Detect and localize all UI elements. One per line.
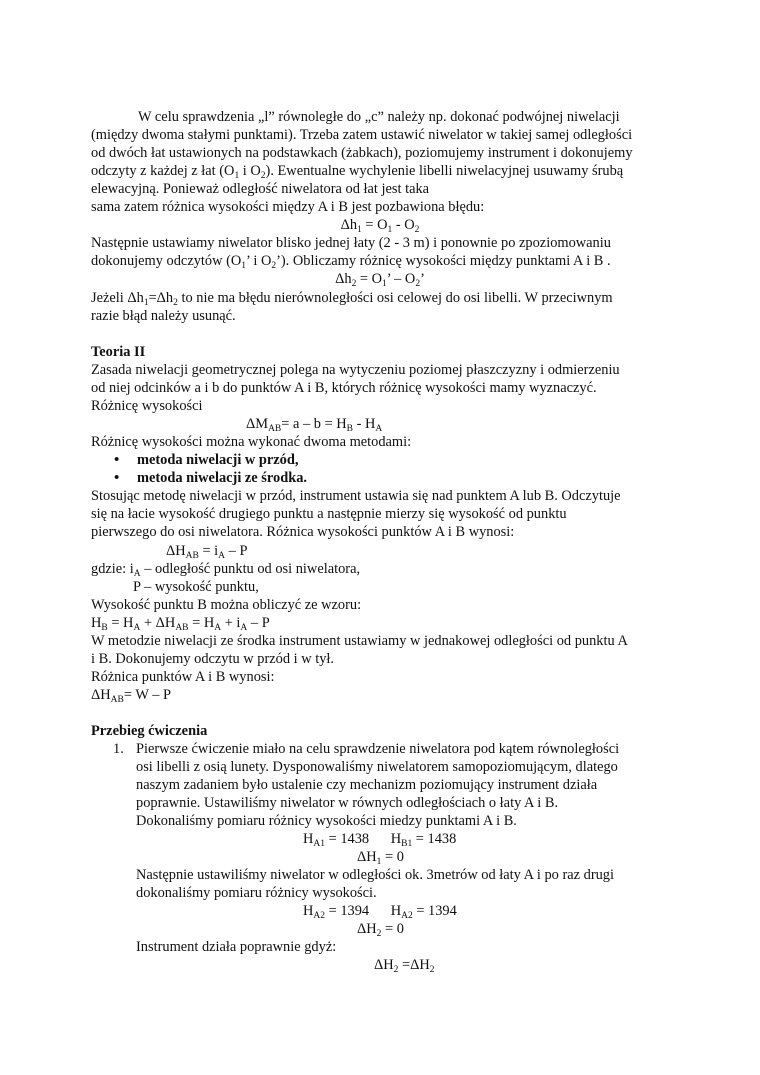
teoria-line-3: Różnicę wysokości — [91, 398, 203, 414]
paragraph-1-line-6 — [91, 198, 669, 216]
teoria-line-6: się na łacie wysokość drugiego punktu a następnie mierzy się wysokość od punktu — [91, 506, 567, 522]
paragraph-3-line-1: Jeżeli $\Delta h_1=\Delta h_2$ to nie ma błędu nierównoległości osi celowej do osi libelli. W przeciwnym — [91, 290, 613, 308]
text: sama zatem różnica wysokości między A i B jest pozbawiona błędu: — [91, 199, 485, 215]
paragraph-2-line-2: dokonujemy odczytów ($O_1$’ i $O_2$’). Obliczamy różnicę wysokości między punktami A i B . — [91, 253, 611, 271]
heading-teoria-ii: Teoria II — [91, 344, 146, 360]
teoria-line-13: Różnica punktów A i B wynosi: — [91, 669, 275, 685]
equation-delta-h1: $\Delta h_1 = O_1 - O_2$ — [340, 217, 420, 235]
step-line-4: poprawnie. Ustawiliśmy niwelator w równych odległościach o łaty A i B. — [136, 795, 559, 811]
list-item: • metoda niwelacji w przód, — [91, 451, 669, 469]
heading-przebieg: Przebieg ćwiczenia — [91, 723, 208, 739]
teoria-line-5: Stosując metodę niwelacji w przód, instrument ustawia się nad punktem A lub B. Odczytuje — [91, 488, 621, 504]
teoria-line-10: Wysokość punktu B można obliczyć ze wzoru: — [91, 597, 362, 613]
text: (między dwoma stałymi punktami). Trzeba zatem ustawić niwelator w takiej samej odległości — [91, 127, 633, 143]
equation-delta-hab-wp: $\Delta H_{AB}= W - P$ — [91, 687, 172, 705]
text: Następnie ustawiamy niwelator blisko jednej łaty (2 - 3 m) i ponownie po zpoziomowaniu — [91, 235, 611, 251]
paragraph-2-line-1 — [91, 234, 669, 252]
teoria-line-1: Zasada niwelacji geometrycznej polega na wytyczeniu poziomej płaszczyzny i odmierzeniu — [91, 362, 620, 378]
list-item: • metoda niwelacji ze środka. — [91, 469, 669, 487]
paragraph-1-line-5 — [91, 180, 669, 198]
text: W celu sprawdzenia „l” równoległe do „c” należy np. dokonać podwójnej niwelacji — [138, 109, 620, 125]
teoria-line-4: Różnicę wysokości można wykonać dwoma metodami: — [91, 434, 412, 450]
equation-delta-h2: $\Delta h_2 = O_1$’ – $O_2$’ — [335, 271, 425, 289]
teoria-line-8: gdzie: $i_A$ – odległość punktu od osi niwelatora, — [91, 561, 361, 579]
teoria-line-9: P – wysokość punktu, — [133, 579, 259, 595]
paragraph-1-line-1 — [91, 108, 669, 126]
teoria-line-2: od niej odcinków a i b do punktów A i B, których różnicę wysokości mamy wyznaczyć. — [91, 380, 597, 396]
paragraph-1-line-4: odczyty z każdej z łat ($O_1$ i $O_2$). Ewentualne wychylenie libelli niwelacyjnej usuwamy śrubą — [91, 163, 624, 181]
equation-delta-mab: $\Delta M_{AB}= a - b = H_B - H_A$ — [246, 416, 383, 434]
step-line-5: Dokonaliśmy pomiaru różnicy wysokości miedzy punktami A i B. — [136, 813, 517, 829]
equation-hb: $H_B = H_A + \Delta H_{AB} = H_A + i_A - P$ — [91, 615, 270, 633]
teoria-line-11: W metodzie niwelacji ze środka instrument ustawiamy w jednakowej odległości od punktu A — [91, 633, 628, 649]
step-line-6: Następnie ustawiliśmy niwelator w odległości ok. 3metrów od łaty A i po raz drugi — [136, 867, 615, 883]
text: od dwóch łat ustawionych na podstawkach (żabkach), poziomujemy instrument i dokonujemy — [91, 145, 633, 161]
step-line-7: dokonaliśmy pomiaru różnicy wysokości. — [136, 885, 377, 901]
equation-delta-h2-equal: $\Delta H_2 =\Delta H_2$ — [374, 957, 435, 975]
methods-list — [91, 451, 669, 487]
list-number: 1. — [113, 741, 124, 757]
step-line-1: Pierwsze ćwiczenie miało na celu sprawdzenie niwelatora pod kątem równoległości — [136, 741, 620, 757]
step-line-2: osi libelli z osią lunety. Dysponowaliśmy niwelatorem samopoziomującym, dlatego — [136, 759, 618, 775]
equation-ha2: $H_{A2} = 1394$ $H_{A2} = 1394$ — [303, 903, 457, 921]
step-line-8: Instrument działa poprawnie gdyż: — [136, 939, 337, 955]
step-line-3: naszym zadaniem było ustalenie czy mechanizm poziomujący instrument działa — [136, 777, 598, 793]
teoria-line-12: i B. Dokonujemy odczytu w przód i w tył. — [91, 651, 335, 667]
equation-delta-h1-zero: $\Delta H_1 = 0$ — [357, 849, 404, 867]
text: elewacyjną. Ponieważ odległość niwelatora od łat jest taka — [91, 181, 430, 197]
equation-delta-h2-zero: $\Delta H_2 = 0$ — [357, 921, 404, 939]
teoria-line-7: pierwszego do osi niwelatora. Różnica wysokości punktów A i B wynosi: — [91, 524, 515, 540]
paragraph-1-line-3 — [91, 144, 669, 162]
paragraph-3-line-2 — [91, 307, 669, 325]
text: razie błąd należy usunąć. — [91, 308, 236, 324]
equation-delta-hab: $\Delta H_{AB} = i_A - P$ — [166, 543, 248, 561]
equation-ha1-hb1: $H_{A1} = 1438$ $H_{B1} = 1438$ — [303, 831, 457, 849]
paragraph-1-line-2 — [91, 126, 669, 144]
